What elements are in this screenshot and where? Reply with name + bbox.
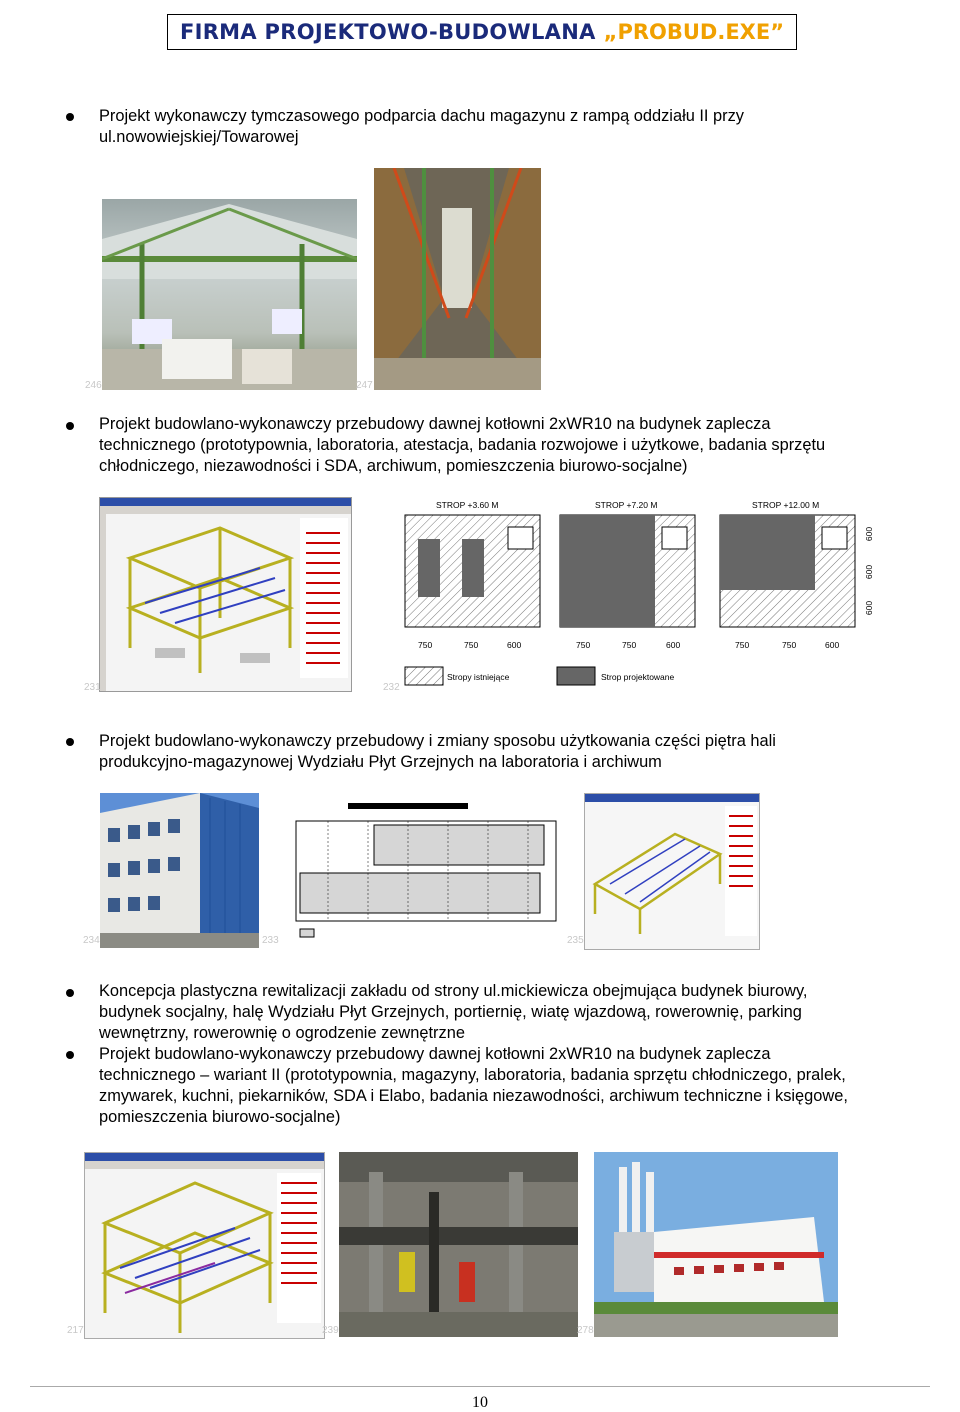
dim-label: 750 [464,640,479,650]
construction-photo-239 [339,1152,578,1337]
cad-model-217 [84,1152,325,1339]
paragraph-1: Projekt wykonawczy tymczasowego podparcia dachu magazynu z rampą oddziału II przy ul.nowowiejskiej/Towarowej [99,107,745,146]
caption-235: 235 [567,935,584,946]
dim-label: 600 [507,640,522,650]
floor-plan-232 [400,497,885,692]
warehouse-roof-photo-246 [102,199,357,390]
dim-label-vertical: 600 [864,526,875,542]
legend-projected: Strop projektowane [601,672,675,682]
dim-label-vertical: 600 [864,600,875,616]
bullet [66,738,74,746]
caption-233: 233 [262,935,279,946]
page-header [167,14,797,50]
dim-label: 750 [576,640,591,650]
paragraph-5: Projekt budowlano-wykonawczy przebudowy dawnej kotłowni 2xWR10 na budynek zaplecza technicznego – wariant II (prototypownia, magazyny, laboratoria, badania sprzętu chłodniczego, pralek, zmywarek, kuchni, piekarników, SDA i Elabo, badania niezawodności, archiwum techniczne i księgowe, pomieszczenia biurowo-socjalne) [99,1045,848,1126]
plan-label-2: STROP +7.20 M [595,500,658,510]
warehouse-racks-photo-247 [374,168,541,390]
rendering-photo-278 [594,1152,838,1337]
paragraph-4: Koncepcja plastyczna rewitalizacji zakładu od strony ul.mickiewicza obejmująca budynek biurowy, budynek socjalny, halę Wydziału Płyt Grzejnych, portiernię, wiatę wjazdową, rowerownię, parking wewnętrzny, rowerownię o ogrodzenie zewnętrzne [99,982,808,1042]
dim-label: 600 [825,640,840,650]
legend-existing: Stropy istniejące [447,672,510,682]
paragraph-3: Projekt budowlano-wykonawczy przebudowy i zmiany sposobu użytkowania części piętra hali produkcyjno-magazynowej Wydziału Płyt Grzejnych na laboratoria i archiwum [99,732,776,771]
paragraph-2: Projekt budowlano-wykonawczy przebudowy dawnej kotłowni 2xWR10 na budynek zaplecza technicznego (prototypownia, laboratoria, atestacja, badania rozwojowe i użytkowe, badania sprzętu chłodniczego, niezawodności i SDA, archiwum, pomieszczenia biurowo-socjalne) [99,415,826,475]
caption-247: 247 [356,380,373,391]
bullet [66,422,74,430]
plan-label-1: STROP +3.60 M [436,500,499,510]
cad-model-235 [584,793,760,950]
caption-278: 278 [577,1325,594,1336]
caption-232: 232 [383,682,400,693]
dim-label: 750 [418,640,433,650]
caption-231: 231 [84,682,101,693]
page-number: 10 [472,1394,488,1411]
dim-label: 750 [622,640,637,650]
bullet [66,113,74,121]
caption-217: 217 [67,1325,84,1336]
caption-246: 246 [85,380,102,391]
caption-239: 239 [322,1325,339,1336]
header-brand: „PROBUD.EXE” [603,20,785,44]
header-title: FIRMA PROJEKTOWO-BUDOWLANA [179,20,596,44]
dim-label: 750 [782,640,797,650]
hall-layout-drawing-233 [278,793,568,948]
cad-model-231 [99,497,352,692]
dim-label-vertical: 600 [864,564,875,580]
building-photo-234 [100,793,259,948]
plan-label-3: STROP +12.00 M [752,500,820,510]
caption-234: 234 [83,935,100,946]
dim-label: 600 [666,640,681,650]
bullet [66,989,74,997]
dim-label: 750 [735,640,750,650]
footer-rule [30,1386,930,1387]
bullet [66,1051,74,1059]
